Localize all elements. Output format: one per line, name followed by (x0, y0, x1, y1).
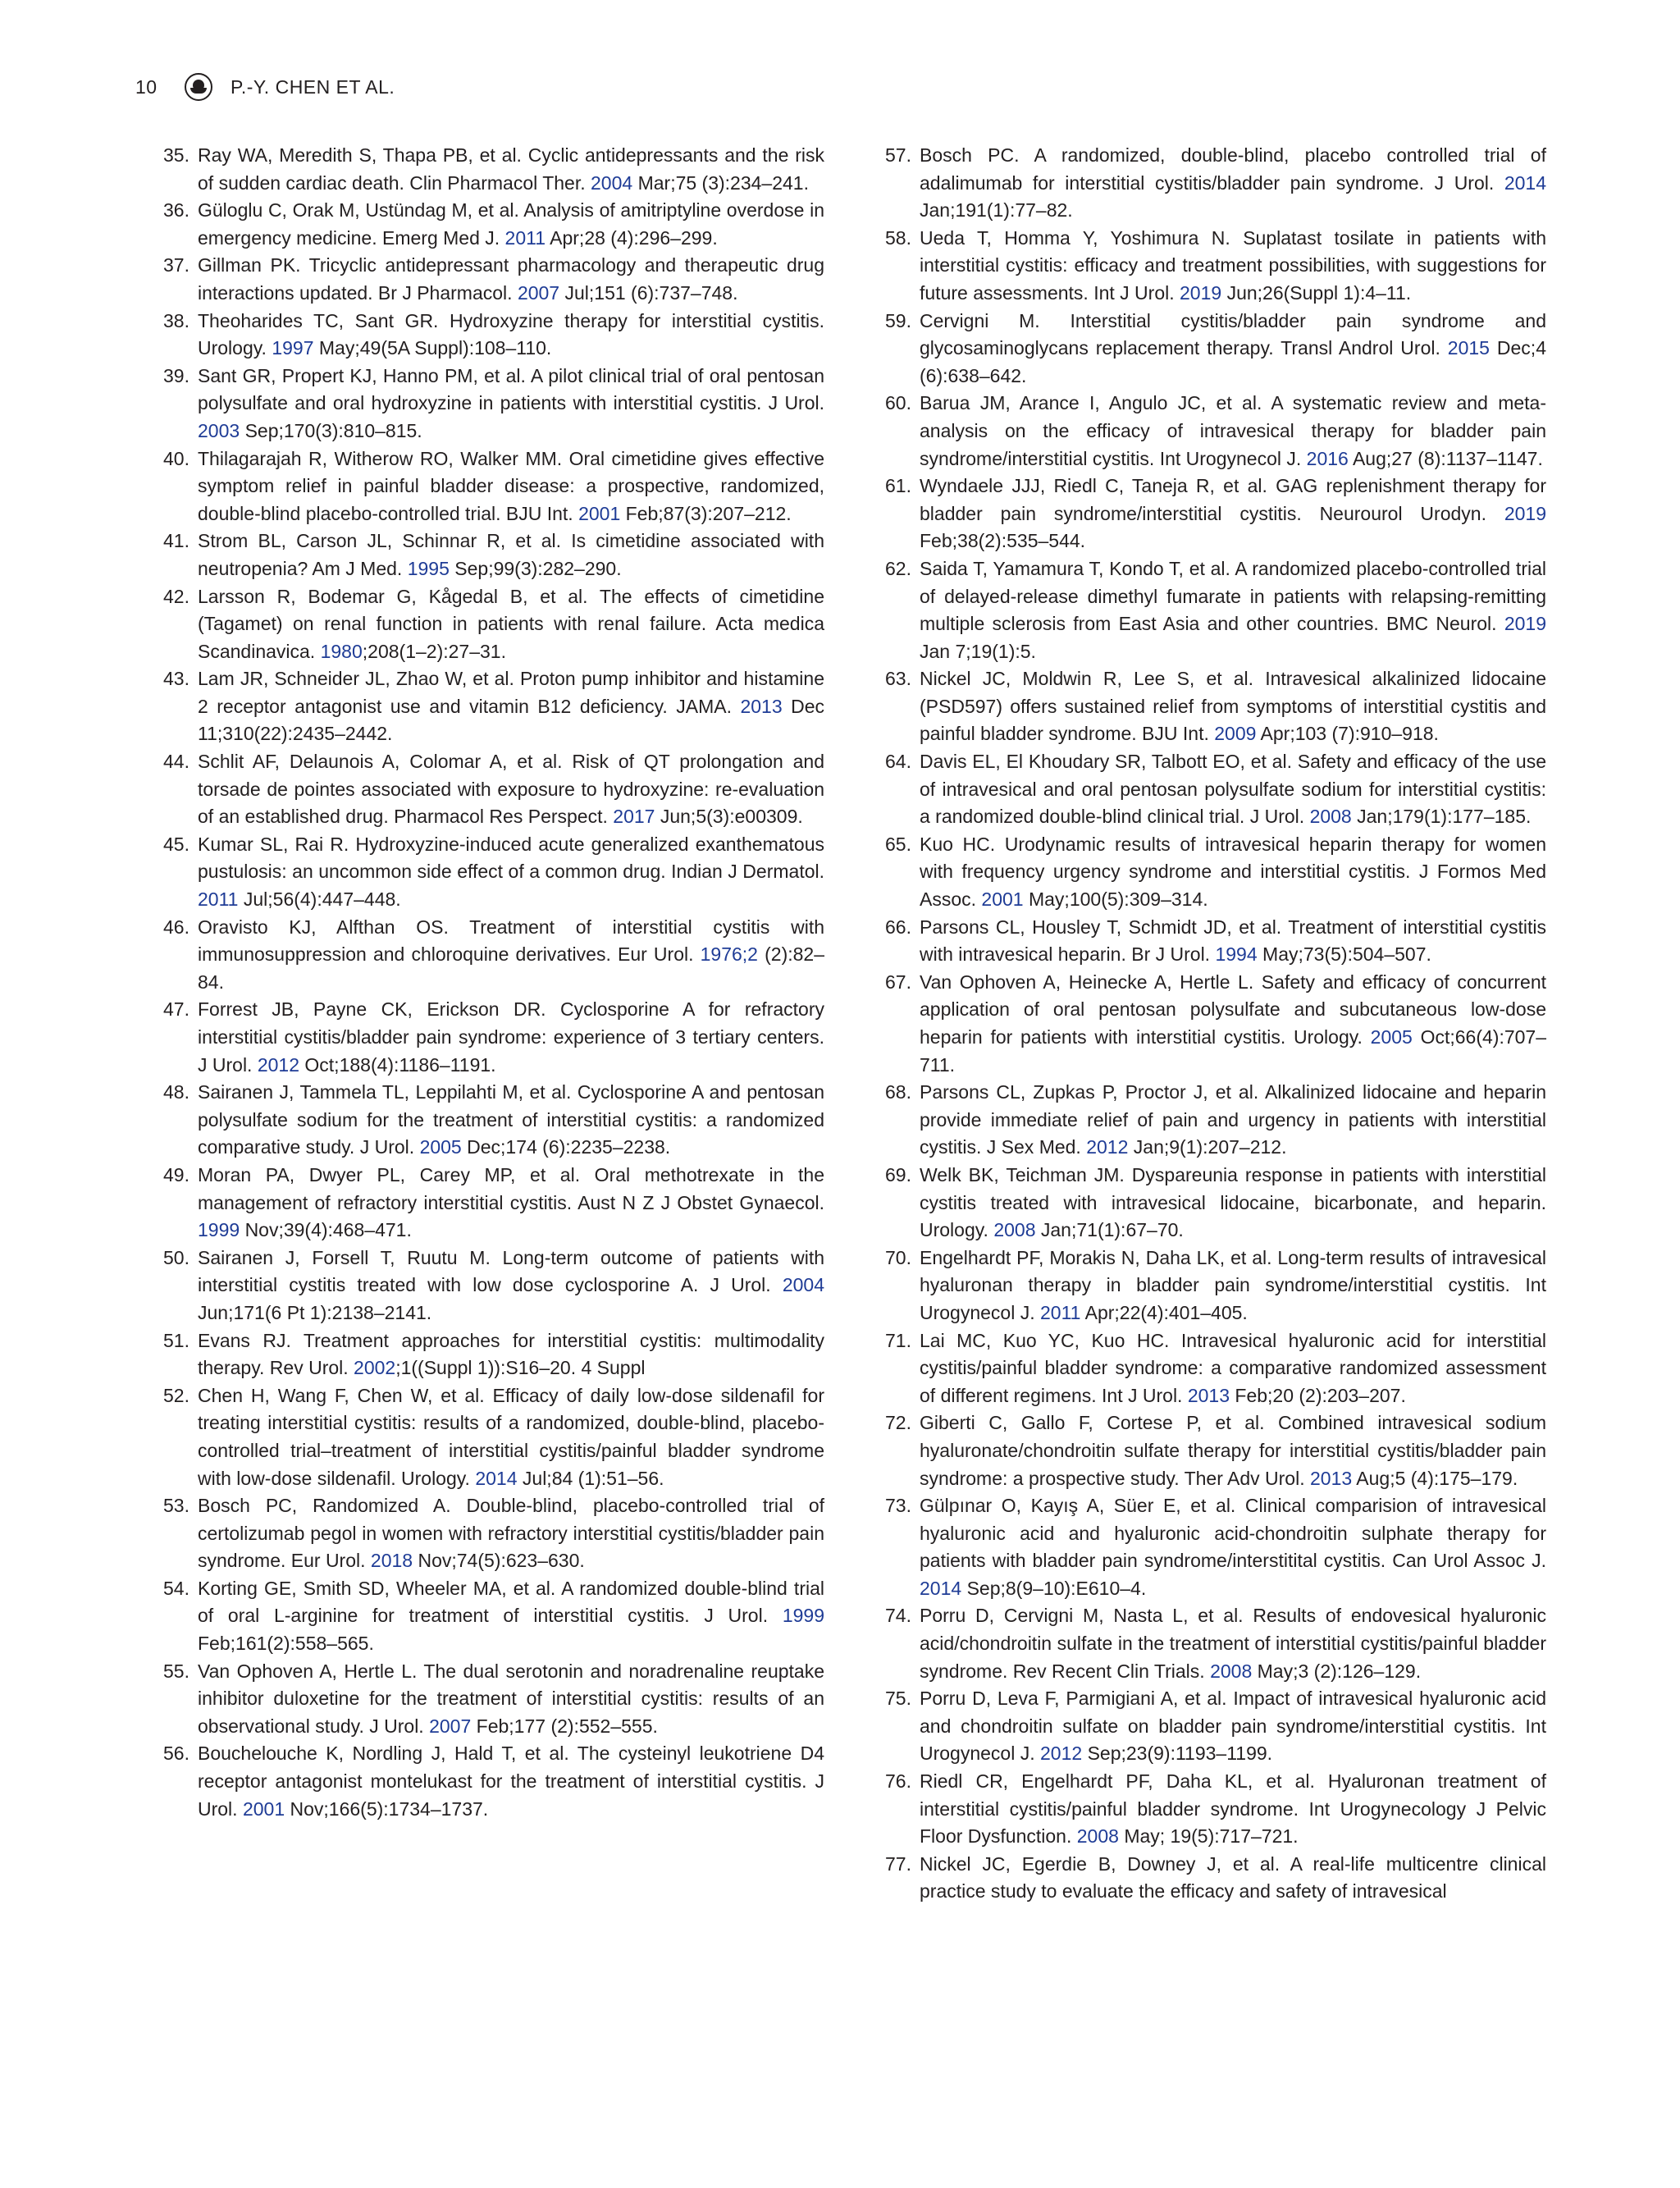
reference-item (163, 1740, 824, 1823)
reference-number: 48. (163, 1081, 189, 1103)
reference-body: Cervigni M. Interstitial cystitis/bladder pain syndrome and glycosaminoglycans replacement therapy. Transl Androl Urol. (920, 309, 1546, 359)
reference-citation-detail: Jan;71(1):67–70. (1040, 1219, 1184, 1241)
reference-body: Davis EL, El Khoudary SR, Talbott EO, et al. Safety and efficacy of the use of intravesical and oral pentosan polysulfate sodium for interstitial cystitis: a randomized double-blind clinical trial. J Urol. (920, 751, 1546, 828)
reference-item (163, 363, 824, 445)
reference-text (920, 142, 1546, 225)
reference-item (163, 1079, 824, 1162)
reference-body: Parsons CL, Housley T, Schmidt JD, et al. Treatment of interstitial cystitis with intravesical heparin. Br J Urol. (920, 916, 1546, 966)
reference-citation-detail: Jan 7;19(1):5. (920, 640, 1036, 662)
reference-body: Moran PA, Dwyer PL, Carey MP, et al. Oral methotrexate in the management of refractory interstitial cystitis. Aust N Z J Obstet Gynaecol. (198, 1163, 824, 1213)
reference-citation-detail: Oct;66(4):707–711. (920, 1026, 1547, 1076)
reference-body: Theoharides TC, Sant GR. Hydroxyzine therapy for interstitial cystitis. Urology. (198, 309, 824, 359)
reference-body: Nickel JC, Egerdie B, Downey J, et al. A real-life multicentre clinical practice study to evaluate the efficacy and safety of intravesical (920, 1852, 1546, 1903)
reference-text (920, 665, 1546, 748)
reference-item (163, 914, 824, 997)
reference-year-link[interactable]: 1999 (782, 1605, 825, 1627)
reference-body: Parsons CL, Zupkas P, Proctor J, et al. Alkalinized lidocaine and heparin provide immediate relief of pain and urgency in patients with interstitial cystitis. J Sex Med. (920, 1081, 1546, 1158)
reference-item (163, 1658, 824, 1741)
reference-body: Barua JM, Arance I, Angulo JC, et al. A systematic review and meta-analysis on the efficacy of intravesical therapy for bladder pain syndrome/interstitial cystitis. Int Urogynecol J. (920, 392, 1546, 469)
reference-citation-detail: Sep;8(9–10):E610–4. (966, 1577, 1147, 1599)
reference-text (198, 197, 824, 252)
reference-number: 77. (885, 1852, 911, 1875)
reference-citation-detail: Nov;166(5):1734–1737. (290, 1797, 489, 1820)
reference-number: 65. (885, 833, 911, 855)
reference-year-link[interactable]: 2005 (419, 1136, 462, 1158)
reference-year-link[interactable]: 2012 (1040, 1743, 1083, 1765)
reference-text (198, 308, 824, 363)
reference-item (163, 583, 824, 666)
reference-number: 38. (163, 309, 189, 331)
reference-number: 67. (885, 971, 911, 993)
reference-item (163, 445, 824, 528)
reference-number: 68. (885, 1081, 911, 1103)
reference-citation-detail: Feb;38(2):535–544. (920, 530, 1086, 552)
reference-item (885, 555, 1546, 665)
reference-body: Engelhardt PF, Morakis N, Daha LK, et al. Long-term results of intravesical hyaluronan therapy in bladder pain syndrome/interstitial cystitis. Int Urogynecol J. (920, 1246, 1546, 1323)
reference-citation-detail: ;208(1–2):27–31. (362, 640, 506, 662)
reference-body: Nickel JC, Moldwin R, Lee S, et al. Intravesical alkalinized lidocaine (PSD597) offers sustained relief from symptoms of interstitial cystitis and painful bladder syndrome. BJU Int. (920, 668, 1546, 745)
reference-number: 69. (885, 1163, 911, 1185)
reference-text (920, 1492, 1546, 1602)
reference-number: 75. (885, 1688, 911, 1710)
reference-body: Oravisto KJ, Alfthan OS. Treatment of interstitial cystitis with immunosuppression and chloroquine derivatives. Eur Urol. (198, 916, 824, 966)
reference-item (163, 1327, 824, 1382)
reference-number: 70. (885, 1246, 911, 1268)
reference-body: Forrest JB, Payne CK, Erickson DR. Cyclosporine A for refractory interstitial cystitis/bladder pain syndrome: experience of 3 tertiary centers. J Urol. (198, 998, 824, 1076)
reference-year-link[interactable]: 1997 (272, 337, 314, 359)
reference-number: 41. (163, 530, 189, 552)
reference-item (163, 528, 824, 582)
reference-year-link[interactable]: 2019 (1504, 502, 1547, 524)
reference-year-link[interactable]: 2019 (1504, 613, 1547, 635)
reference-number: 62. (885, 557, 911, 579)
reference-year-link[interactable]: 2014 (475, 1467, 518, 1489)
reference-text (198, 1382, 824, 1492)
reference-citation-detail: Sep;99(3):282–290. (454, 557, 622, 579)
reference-text (920, 914, 1546, 969)
reference-year-link[interactable]: 2005 (1370, 1026, 1413, 1048)
reference-item (885, 1327, 1546, 1410)
reference-body: Van Ophoven A, Heinecke A, Hertle L. Safety and efficacy of concurrent application of oral pentosan polysulfate and subcutaneous low-dose heparin for patients with interstitial cystitis. Urology. (920, 971, 1546, 1048)
reference-number: 46. (163, 916, 189, 938)
reference-text (920, 969, 1546, 1079)
reference-item (885, 1602, 1546, 1685)
reference-number: 72. (885, 1412, 911, 1434)
reference-body: Sairanen J, Forsell T, Ruutu M. Long-term outcome of patients with interstitial cystitis treated with low dose cyclosporine A. J Urol. (198, 1246, 824, 1296)
reference-citation-detail: May;49(5A Suppl):108–110. (318, 337, 552, 359)
reference-number: 54. (163, 1577, 189, 1599)
reference-text (920, 555, 1546, 665)
reference-text (920, 308, 1546, 391)
reference-number: 64. (885, 751, 911, 773)
reference-text (198, 996, 824, 1079)
references-column-left (163, 142, 824, 1823)
reference-citation-detail: Aug;27 (8):1137–1147. (1352, 447, 1543, 469)
reference-text (198, 914, 824, 997)
reference-item (163, 1575, 824, 1658)
reference-citation-detail: Jan;179(1):177–185. (1357, 806, 1532, 828)
reference-item (885, 1409, 1546, 1492)
reference-citation-detail: May;3 (2):126–129. (1257, 1660, 1422, 1682)
reference-item (885, 969, 1546, 1079)
reference-text (920, 748, 1546, 831)
reference-item (163, 197, 824, 252)
reference-number: 55. (163, 1660, 189, 1682)
reference-year-link[interactable]: 2017 (613, 806, 655, 828)
reference-body: Chen H, Wang F, Chen W, et al. Efficacy of daily low-dose sildenafil for treating interstitial cystitis: results of a randomized, double-blind, placebo-controlled trial–treatment of interstitial cystitis/painful bladder syndrome with low-dose sildenafil. Urology. (198, 1384, 824, 1489)
reference-text (920, 1327, 1546, 1410)
reference-year-link[interactable]: 2001 (578, 502, 621, 524)
running-head (135, 71, 395, 103)
reference-body: Strom BL, Carson JL, Schinnar R, et al. Is cimetidine associated with neutropenia? Am J Med. (198, 530, 824, 579)
reference-item (885, 1492, 1546, 1602)
reference-item (885, 1079, 1546, 1162)
reference-citation-detail: Jun;26(Suppl 1):4–11. (1226, 281, 1412, 304)
reference-text (920, 473, 1546, 555)
reference-item (163, 1245, 824, 1327)
reference-text (198, 1079, 824, 1162)
reference-year-link[interactable]: 2012 (1086, 1136, 1129, 1158)
reference-item (885, 831, 1546, 914)
reference-citation-detail: Feb;161(2):558–565. (198, 1633, 374, 1655)
reference-citation-detail: Dec;4 (6):638–642. (920, 337, 1546, 386)
reference-item (885, 1685, 1546, 1768)
reference-number: 58. (885, 226, 911, 249)
reference-year-link[interactable]: 1980 (320, 640, 363, 662)
reference-number: 71. (885, 1329, 911, 1351)
reference-item (885, 1851, 1546, 1906)
reference-citation-detail: Apr;103 (7):910–918. (1260, 723, 1439, 745)
reference-number: 40. (163, 447, 189, 469)
reference-year-link[interactable]: 2008 (1076, 1825, 1119, 1848)
reference-number: 51. (163, 1329, 189, 1351)
reference-year-link[interactable]: 2007 (517, 281, 560, 304)
reference-citation-detail: May;73(5):504–507. (1262, 943, 1431, 966)
reference-year-link[interactable]: 2014 (920, 1577, 962, 1599)
reference-year-link[interactable]: 2011 (198, 888, 239, 911)
reference-year-link[interactable]: 2013 (740, 695, 783, 717)
reference-item (163, 748, 824, 831)
reference-year-link[interactable]: 2012 (257, 1053, 300, 1076)
reference-year-link[interactable]: 2019 (1180, 281, 1222, 304)
reference-text (920, 1409, 1546, 1492)
reference-year-link[interactable]: 2009 (1214, 723, 1257, 745)
reference-number: 49. (163, 1163, 189, 1185)
reference-citation-detail: Oct;188(4):1186–1191. (304, 1053, 496, 1076)
reference-text (920, 1162, 1546, 1245)
reference-body: Bosch PC, Randomized A. Double-blind, placebo-controlled trial of certolizumab pegol in women with refractory interstitial cystitis/bladder pain syndrome. Eur Urol. (198, 1495, 824, 1572)
reference-citation-detail: Jan;191(1):77–82. (920, 199, 1073, 222)
reference-item (885, 748, 1546, 831)
reference-item (163, 252, 824, 307)
reference-text (920, 831, 1546, 914)
reference-citation-detail: Sep;23(9):1193–1199. (1087, 1743, 1273, 1765)
reference-number: 39. (163, 364, 189, 386)
publisher-logo-icon (185, 73, 212, 101)
reference-item (163, 996, 824, 1079)
reference-text (198, 748, 824, 831)
reference-citation-detail: Jun;171(6 Pt 1):2138–2141. (198, 1301, 432, 1323)
reference-body: Güloglu C, Orak M, Ustündag M, et al. Analysis of amitriptyline overdose in emergency medicine. Emerg Med J. (198, 199, 824, 249)
reference-item (885, 1162, 1546, 1245)
reference-body: Porru D, Cervigni M, Nasta L, et al. Results of endovesical hyaluronic acid/chondroitin sulfate in the treatment of interstitial cystitis/painful bladder syndrome. Rev Recent Clin Trials. (920, 1605, 1546, 1682)
reference-year-link[interactable]: 2004 (782, 1274, 825, 1296)
reference-number: 76. (885, 1770, 911, 1793)
reference-body: Sant GR, Propert KJ, Hanno PM, et al. A pilot clinical trial of oral pentosan polysulfate and oral hydroxyzine in patients with interstitial cystitis. J Urol. (198, 364, 824, 414)
reference-year-link[interactable]: 2003 (198, 419, 240, 441)
reference-citation-detail: (2):82–84. (198, 943, 824, 993)
reference-citation-detail: Dec 11;310(22):2435–2442. (198, 695, 824, 745)
reference-text (198, 252, 824, 307)
reference-citation-detail: Apr;28 (4):296–299. (550, 226, 718, 249)
reference-text (198, 1658, 824, 1741)
reference-year-link[interactable]: 2013 (1309, 1467, 1353, 1489)
reference-number: 60. (885, 392, 911, 414)
running-title: P.-Y. CHEN ET AL. (231, 75, 395, 98)
reference-text (198, 142, 824, 197)
reference-body: Wyndaele JJJ, Riedl C, Taneja R, et al. GAG replenishment therapy for bladder pain syndrome/interstitial cystitis. Neurourol Urodyn. (920, 475, 1546, 524)
reference-year-link[interactable]: 2015 (1447, 337, 1490, 359)
reference-body: Thilagarajah R, Witherow RO, Walker MM. Oral cimetidine gives effective symptom relief in painful bladder disease: a prospective, randomized, double-blind placebo-controlled trial. BJU Int. (198, 447, 824, 524)
reference-citation-detail: Feb;20 (2):203–207. (1235, 1384, 1406, 1406)
reference-text (198, 1575, 824, 1658)
reference-text (920, 1245, 1546, 1327)
reference-item (885, 665, 1546, 748)
reference-citation-detail: Jul;151 (6):737–748. (564, 281, 738, 304)
reference-item (885, 308, 1546, 391)
reference-body: Gillman PK. Tricyclic antidepressant pharmacology and therapeutic drug interactions updated. Br J Pharmacol. (198, 254, 824, 304)
reference-year-link[interactable]: 1995 (407, 557, 450, 579)
reference-item (885, 1768, 1546, 1851)
reference-body: Kumar SL, Rai R. Hydroxyzine-induced acute generalized exanthematous pustulosis: an uncommon side effect of a common drug. Indian J Dermatol. (198, 833, 824, 883)
reference-text (920, 1851, 1546, 1906)
reference-year-link[interactable]: 2016 (1306, 447, 1349, 469)
reference-item (885, 1245, 1546, 1327)
reference-text (920, 1768, 1546, 1851)
reference-citation-detail: Nov;39(4):468–471. (244, 1219, 412, 1241)
reference-body: Bosch PC. A randomized, double-blind, placebo controlled trial of adalimumab for interstitial cystitis/bladder pain syndrome. J Urol. (920, 144, 1546, 194)
reference-item (885, 142, 1546, 225)
reference-text (198, 831, 824, 914)
reference-number: 73. (885, 1495, 911, 1517)
reference-year-link[interactable]: 2014 (1504, 171, 1547, 194)
reference-citation-detail: Aug;5 (4):175–179. (1356, 1467, 1518, 1489)
reference-year-link[interactable]: 2002 (354, 1357, 396, 1379)
reference-text (198, 583, 824, 666)
reference-text (198, 363, 824, 445)
reference-citation-detail: Feb;87(3):207–212. (625, 502, 792, 524)
reference-text (198, 528, 824, 582)
reference-item (163, 831, 824, 914)
reference-body: Sairanen J, Tammela TL, Leppilahti M, et al. Cyclosporine A and pentosan polysulfate sodium for the treatment of interstitial cystitis: a randomized comparative study. J Urol. (198, 1081, 824, 1158)
reference-number: 37. (163, 254, 189, 276)
reference-year-link[interactable]: 1994 (1215, 943, 1258, 966)
reference-citation-detail: Feb;177 (2):552–555. (476, 1715, 658, 1737)
reference-text (920, 1685, 1546, 1768)
reference-year-link[interactable]: 2008 (993, 1219, 1036, 1241)
reference-number: 50. (163, 1246, 189, 1268)
reference-citation-detail: Jul;84 (1):51–56. (522, 1467, 664, 1489)
reference-item (163, 1382, 824, 1492)
reference-year-link[interactable]: 1999 (198, 1219, 240, 1241)
reference-item (885, 914, 1546, 969)
reference-body: Ray WA, Meredith S, Thapa PB, et al. Cyclic antidepressants and the risk of sudden cardiac death. Clin Pharmacol Ther. (198, 144, 824, 194)
reference-year-link[interactable]: 2011 (504, 226, 546, 249)
page-number: 10 (135, 75, 158, 98)
reference-body: Evans RJ. Treatment approaches for interstitial cystitis: multimodality therapy. Rev Urol. (198, 1329, 824, 1379)
reference-item (885, 225, 1546, 308)
reference-text (198, 1740, 824, 1823)
reference-number: 35. (163, 144, 189, 166)
reference-citation-detail: ;1((Suppl 1)):S16–20. 4 Suppl (395, 1357, 646, 1379)
reference-body: Korting GE, Smith SD, Wheeler MA, et al. A randomized double-blind trial of oral L-arginine for treatment of interstitial cystitis. J Urol. (198, 1577, 824, 1627)
reference-citation-detail: Dec;174 (6):2235–2238. (467, 1136, 671, 1158)
reference-body: Larsson R, Bodemar G, Kågedal B, et al. The effects of cimetidine (Tagamet) on renal function in patients with renal failure. Acta medica Scandinavica. (198, 585, 824, 662)
reference-number: 42. (163, 585, 189, 607)
reference-item (163, 1162, 824, 1245)
reference-body: Schlit AF, Delaunois A, Colomar A, et al. Risk of QT prolongation and torsade de pointes associated with exposure to hydroxyzine: re-evaluation of an established drug. Pharmacol Res Perspect. (198, 751, 824, 828)
reference-text (198, 1492, 824, 1575)
reference-number: 43. (163, 668, 189, 690)
reference-year-link[interactable]: 2008 (1309, 806, 1352, 828)
reference-body: Welk BK, Teichman JM. Dyspareunia response in patients with interstitial cystitis treated with intravesical lidocaine, bicarbonate, and heparin. Urology. (920, 1163, 1546, 1241)
reference-citation-detail: Nov;74(5):623–630. (418, 1550, 585, 1572)
reference-item (163, 308, 824, 363)
reference-body: Porru D, Leva F, Parmigiani A, et al. Impact of intravesical hyaluronic acid and chondroitin sulfate on bladder pain syndrome/interstitial cystitis. Int Urogynecol J. (920, 1688, 1546, 1765)
reference-year-link[interactable]: 1976;2 (700, 943, 758, 966)
reference-year-link[interactable]: 2001 (981, 888, 1024, 911)
reference-number: 53. (163, 1495, 189, 1517)
reference-year-link[interactable]: 2007 (429, 1715, 472, 1737)
reference-body: Kuo HC. Urodynamic results of intravesical heparin therapy for women with frequency urgency syndrome and interstitial cystitis. J Formos Med Assoc. (920, 833, 1546, 911)
reference-number: 44. (163, 751, 189, 773)
reference-year-link[interactable]: 2008 (1210, 1660, 1253, 1682)
reference-body: Bouchelouche K, Nordling J, Hald T, et al. The cysteinyl leukotriene D4 receptor antagonist montelukast for the treatment of interstitial cystitis. J Urol. (198, 1743, 824, 1820)
reference-item (885, 390, 1546, 473)
reference-citation-detail: Jan;9(1):207–212. (1133, 1136, 1287, 1158)
reference-number: 66. (885, 916, 911, 938)
reference-text (920, 390, 1546, 473)
reference-text (198, 1327, 824, 1382)
reference-text (198, 445, 824, 528)
reference-text (920, 1602, 1546, 1685)
reference-citation-detail: Jun;5(3):e00309. (660, 806, 803, 828)
reference-item (163, 1492, 824, 1575)
reference-body: Gülpınar O, Kayış A, Süer E, et al. Clinical comparision of intravesical hyaluronic acid and hyaluronic acid-chondroitin sulphate therapy for patients with bladder pain syndrome/interstitital cystitis. Can Urol Assoc J. (920, 1495, 1546, 1572)
references-column-right (885, 142, 1546, 1906)
reference-text (198, 1245, 824, 1327)
reference-body: Lai MC, Kuo YC, Kuo HC. Intravesical hyaluronic acid for interstitial cystitis/painful bladder syndrome: a comparative randomized assessment of different regimens. Int J Urol. (920, 1329, 1546, 1406)
reference-item (163, 665, 824, 748)
reference-citation-detail: May;100(5):309–314. (1028, 888, 1208, 911)
reference-year-link[interactable]: 2004 (591, 171, 633, 194)
reference-number: 56. (163, 1743, 189, 1765)
reference-year-link[interactable]: 2018 (370, 1550, 413, 1572)
reference-number: 63. (885, 668, 911, 690)
reference-body: Van Ophoven A, Hertle L. The dual serotonin and noradrenaline reuptake inhibitor duloxetine for the treatment of interstitial cystitis: results of an observational study. J Urol. (198, 1660, 824, 1737)
reference-body: Giberti C, Gallo F, Cortese P, et al. Combined intravesical sodium hyaluronate/chondroitin sulfate therapy for interstitial cystitis/bladder pain syndrome: a prospective study. Ther Adv Urol. (920, 1412, 1546, 1489)
reference-number: 74. (885, 1605, 911, 1627)
reference-number: 45. (163, 833, 189, 855)
reference-number: 61. (885, 475, 911, 497)
reference-number: 47. (163, 998, 189, 1021)
reference-citation-detail: Mar;75 (3):234–241. (637, 171, 809, 194)
reference-citation-detail: Apr;22(4):401–405. (1084, 1301, 1248, 1323)
reference-citation-detail: Jul;56(4):447–448. (243, 888, 401, 911)
reference-number: 59. (885, 309, 911, 331)
reference-body: Ueda T, Homma Y, Yoshimura N. Suplatast tosilate in patients with interstitial cystitis: efficacy and treatment possibilities, with suggestions for future assessments. Int J Urol. (920, 226, 1546, 304)
reference-text (198, 665, 824, 748)
reference-number: 36. (163, 199, 189, 222)
reference-year-link[interactable]: 2011 (1040, 1301, 1081, 1323)
reference-body: Riedl CR, Engelhardt PF, Daha KL, et al. Hyaluronan treatment of interstitial cystitis/painful bladder syndrome. Int Urogynecology J Pelvic Floor Dysfunction. (920, 1770, 1546, 1848)
reference-text (920, 225, 1546, 308)
reference-number: 57. (885, 144, 911, 166)
reference-item (885, 473, 1546, 555)
reference-text (198, 1162, 824, 1245)
reference-body: Lam JR, Schneider JL, Zhao W, et al. Proton pump inhibitor and histamine 2 receptor antagonist use and vitamin B12 deficiency. JAMA. (198, 668, 824, 717)
reference-year-link[interactable]: 2001 (242, 1797, 285, 1820)
reference-citation-detail: May; 19(5):717–721. (1124, 1825, 1299, 1848)
reference-item (163, 142, 824, 197)
reference-number: 52. (163, 1384, 189, 1406)
reference-citation-detail: Sep;170(3):810–815. (244, 419, 422, 441)
reference-body: Saida T, Yamamura T, Kondo T, et al. A randomized placebo-controlled trial of delayed-release dimethyl fumarate in patients with relapsing-remitting multiple sclerosis from East Asia and other countries. BMC Neurol. (920, 557, 1546, 635)
reference-text (920, 1079, 1546, 1162)
reference-year-link[interactable]: 2013 (1187, 1384, 1230, 1406)
